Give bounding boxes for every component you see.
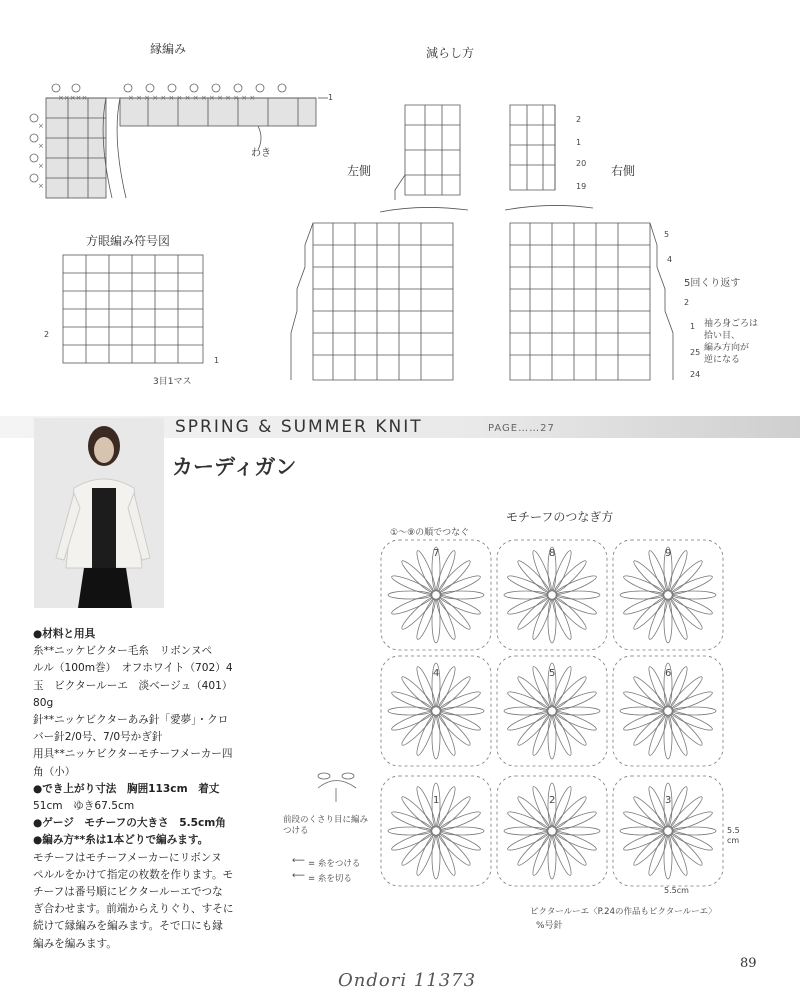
motif-petal	[399, 711, 436, 748]
motif-petal	[515, 831, 552, 868]
tool-line-1: 用具**ニッケビクターモチーフメーカー四	[33, 748, 233, 761]
armhole-note-2: 拾い目、	[704, 331, 741, 341]
motif-petal	[399, 794, 436, 831]
svg-text:×××××: ×××××	[58, 94, 88, 102]
motif-width: 5.5cm	[664, 886, 689, 895]
motif-petal	[672, 591, 716, 599]
row-mark-20: 20	[576, 159, 587, 168]
motif-petal	[399, 674, 436, 711]
motif-petal	[515, 558, 552, 595]
motif-petal	[552, 558, 589, 595]
motif-petal	[668, 794, 705, 831]
motif-petal	[432, 715, 440, 759]
motif-petal	[668, 674, 705, 711]
armhole-note-1: 袖ろ身ごろは	[704, 319, 759, 329]
decrease-left-grid	[283, 215, 458, 385]
motif-petal	[436, 711, 473, 748]
motif-petal	[620, 707, 664, 715]
motif-petal	[399, 558, 436, 595]
join-legend-icon	[312, 768, 362, 808]
hook-note: ピクタールーエ〈P.24の作品もピクタールーエ〉	[530, 907, 717, 917]
motif-petal	[515, 595, 552, 632]
motif-petal	[556, 827, 600, 835]
page-number: 89	[740, 956, 757, 971]
needle-line-2: バー針2/0号、7/0号かぎ針	[33, 731, 163, 744]
page-title: カーディガン	[172, 455, 297, 479]
size-line-2: 51cm ゆき67.5cm	[33, 800, 135, 813]
needle-line-1: 針**ニッケビクターあみ針「愛夢」・クロ	[33, 714, 229, 727]
size-line-1: ●でき上がり寸法 胸囲113cm 着丈	[33, 782, 220, 795]
edging-title: 縁編み	[150, 42, 187, 56]
yarn-line-1: 糸**ニッケビクター毛糸 リボンヌペ	[33, 645, 213, 658]
motif-petal	[556, 591, 600, 599]
motif-petal	[440, 827, 484, 835]
model-photo	[34, 418, 164, 608]
materials-block	[33, 626, 268, 953]
motif-petal	[548, 715, 556, 759]
series-title: SPRING & SUMMER KNIT	[175, 417, 423, 437]
armhole-note-4: 逆になる	[704, 355, 741, 365]
watermark: Ondori 11373	[338, 970, 477, 991]
motif-join-title: モチーフのつなぎ方	[506, 510, 614, 524]
svg-text:× × × × × × × × × × × × × × ×: × × × × × × × × × × × × × × × ×	[128, 94, 256, 102]
motif-number-5: 5	[549, 668, 556, 679]
method-line-5: 続けて縁編みを編みます。そで口にも縁	[33, 920, 223, 933]
right-row-2: 2	[684, 298, 690, 307]
svg-text:×: ×	[38, 182, 44, 190]
tool-line-2: 角（小）	[33, 765, 76, 778]
motif-petal	[664, 599, 672, 643]
motif-center	[547, 826, 557, 836]
motif-number-4: 4	[433, 668, 440, 679]
motif-center	[431, 706, 441, 716]
motif-petal	[504, 827, 548, 835]
motif-size-value: 5.5	[727, 826, 740, 835]
svg-text:×: ×	[38, 162, 44, 170]
method-line-4: ぎ合わせます。前端からえりぐり、すそに	[33, 903, 234, 916]
yarn-line-3: 玉 ビクタールーエ 淡ベージュ（401）	[33, 679, 233, 692]
edging-diagram	[28, 78, 338, 208]
motif-petal	[399, 831, 436, 868]
motif-petal	[399, 595, 436, 632]
motif-petal	[620, 827, 664, 835]
armhole-note-3: 編み方向が	[704, 343, 750, 353]
motif-petal	[664, 715, 672, 759]
row-mark-1: 1	[576, 138, 582, 147]
motif-outline	[497, 776, 607, 886]
motif-petal	[668, 595, 705, 632]
motif-petal	[548, 835, 556, 879]
materials-heading: ●材料と用具	[33, 628, 96, 640]
motif-number-8: 8	[549, 548, 556, 559]
page-reference: PAGE……27	[488, 423, 555, 434]
waki-label: わき	[251, 148, 271, 159]
right-row-1: 1	[690, 322, 696, 331]
right-row-5: 5	[664, 230, 670, 239]
motif-petal	[388, 707, 432, 715]
motif-number-1: 1	[433, 795, 440, 806]
motif-petal	[432, 599, 440, 643]
svg-text:×: ×	[38, 122, 44, 130]
method-line-6: 編みを編みます。	[33, 937, 117, 950]
decrease-right-grid	[505, 215, 695, 385]
yarn-line-2: ルル（100m巻） オフホワイト（702）4	[33, 662, 233, 675]
motif-center	[663, 590, 673, 600]
motif-outline	[381, 776, 491, 886]
left-side-label: 左側	[347, 164, 372, 178]
motif-petal	[631, 831, 668, 868]
motif-petal	[432, 835, 440, 879]
motif-number-6: 6	[665, 668, 672, 679]
right-row-4: 4	[667, 255, 673, 264]
motif-order-note: ①〜⑨の順でつなぐ	[390, 528, 470, 538]
decrease-left-top	[380, 100, 470, 220]
motif-petal	[440, 707, 484, 715]
square-row-2: 2	[44, 330, 50, 339]
motif-size-unit: cm	[727, 836, 740, 845]
motif-petal	[631, 595, 668, 632]
square-title: 方眼編み符号図	[86, 234, 171, 248]
right-row-24: 24	[690, 370, 701, 379]
motif-petal	[556, 707, 600, 715]
motif-outline	[613, 776, 723, 886]
motif-petal	[668, 831, 705, 868]
motif-petal	[436, 595, 473, 632]
motif-petal	[436, 674, 473, 711]
square-mesh-diagram	[55, 250, 215, 370]
motif-petal	[631, 794, 668, 831]
motif-center	[547, 590, 557, 600]
motif-center	[431, 826, 441, 836]
motif-petal	[552, 595, 589, 632]
method-heading: ●編み方**糸は1本どりで編みます。	[33, 834, 209, 847]
motif-petal	[515, 794, 552, 831]
motif-number-7: 7	[433, 548, 440, 559]
motif-number-9: 9	[665, 548, 672, 559]
row-mark-19: 19	[576, 182, 587, 191]
motif-petal	[631, 558, 668, 595]
row-mark-2: 2	[576, 115, 582, 124]
method-line-3: チーフは番号順にビクタールーエでつな	[33, 886, 223, 899]
legend-attach-icon: ⟵	[292, 856, 305, 866]
motif-petal	[436, 558, 473, 595]
motif-petal	[548, 599, 556, 643]
right-row-25: 25	[690, 348, 701, 357]
square-row-1: 1	[214, 356, 220, 365]
motif-petal	[668, 711, 705, 748]
motif-number-2: 2	[549, 795, 556, 806]
motif-petal	[388, 591, 432, 599]
motif-petal	[440, 591, 484, 599]
motif-petal	[552, 794, 589, 831]
motif-petal	[552, 711, 589, 748]
motif-petal	[504, 707, 548, 715]
gauge-line: ●ゲージ モチーフの大きさ 5.5cm角	[33, 817, 226, 830]
motif-petal	[388, 827, 432, 835]
motif-center	[431, 590, 441, 600]
motif-petal	[552, 831, 589, 868]
motif-petal	[504, 591, 548, 599]
legend-cut-icon: ⟵	[292, 871, 305, 881]
motif-join-diagram	[376, 535, 746, 895]
method-line-2: ペルルをかけて指定の枚数を作ります。モ	[33, 868, 234, 881]
motif-petal	[631, 711, 668, 748]
yarn-line-4: 80g	[33, 696, 54, 709]
motif-petal	[672, 707, 716, 715]
square-unit: 3目1マス	[153, 377, 192, 387]
motif-petal	[436, 831, 473, 868]
motif-number-3: 3	[665, 795, 672, 806]
motif-petal	[668, 558, 705, 595]
motif-petal	[515, 674, 552, 711]
legend-cut: = 糸を切る	[308, 874, 352, 884]
motif-petal	[672, 827, 716, 835]
svg-text:×: ×	[38, 142, 44, 150]
edging-row-mark: 1	[328, 93, 334, 102]
legend-attach: = 糸をつける	[308, 859, 361, 869]
method-line-1: モチーフはモチーフメーカーにリボンヌ	[33, 851, 222, 864]
motif-petal	[436, 794, 473, 831]
repeat-note: 5回くり返す	[684, 278, 741, 289]
decrease-title: 減らし方	[426, 46, 475, 60]
hook-size: %号針	[536, 921, 563, 931]
motif-petal	[620, 591, 664, 599]
right-side-label: 右側	[611, 164, 636, 178]
legend-join: 前段のくさり目に編み つける	[283, 815, 369, 836]
motif-petal	[664, 835, 672, 879]
motif-center	[547, 706, 557, 716]
motif-petal	[515, 711, 552, 748]
motif-petal	[631, 674, 668, 711]
motif-petal	[552, 674, 589, 711]
motif-center	[663, 826, 673, 836]
motif-center	[663, 706, 673, 716]
